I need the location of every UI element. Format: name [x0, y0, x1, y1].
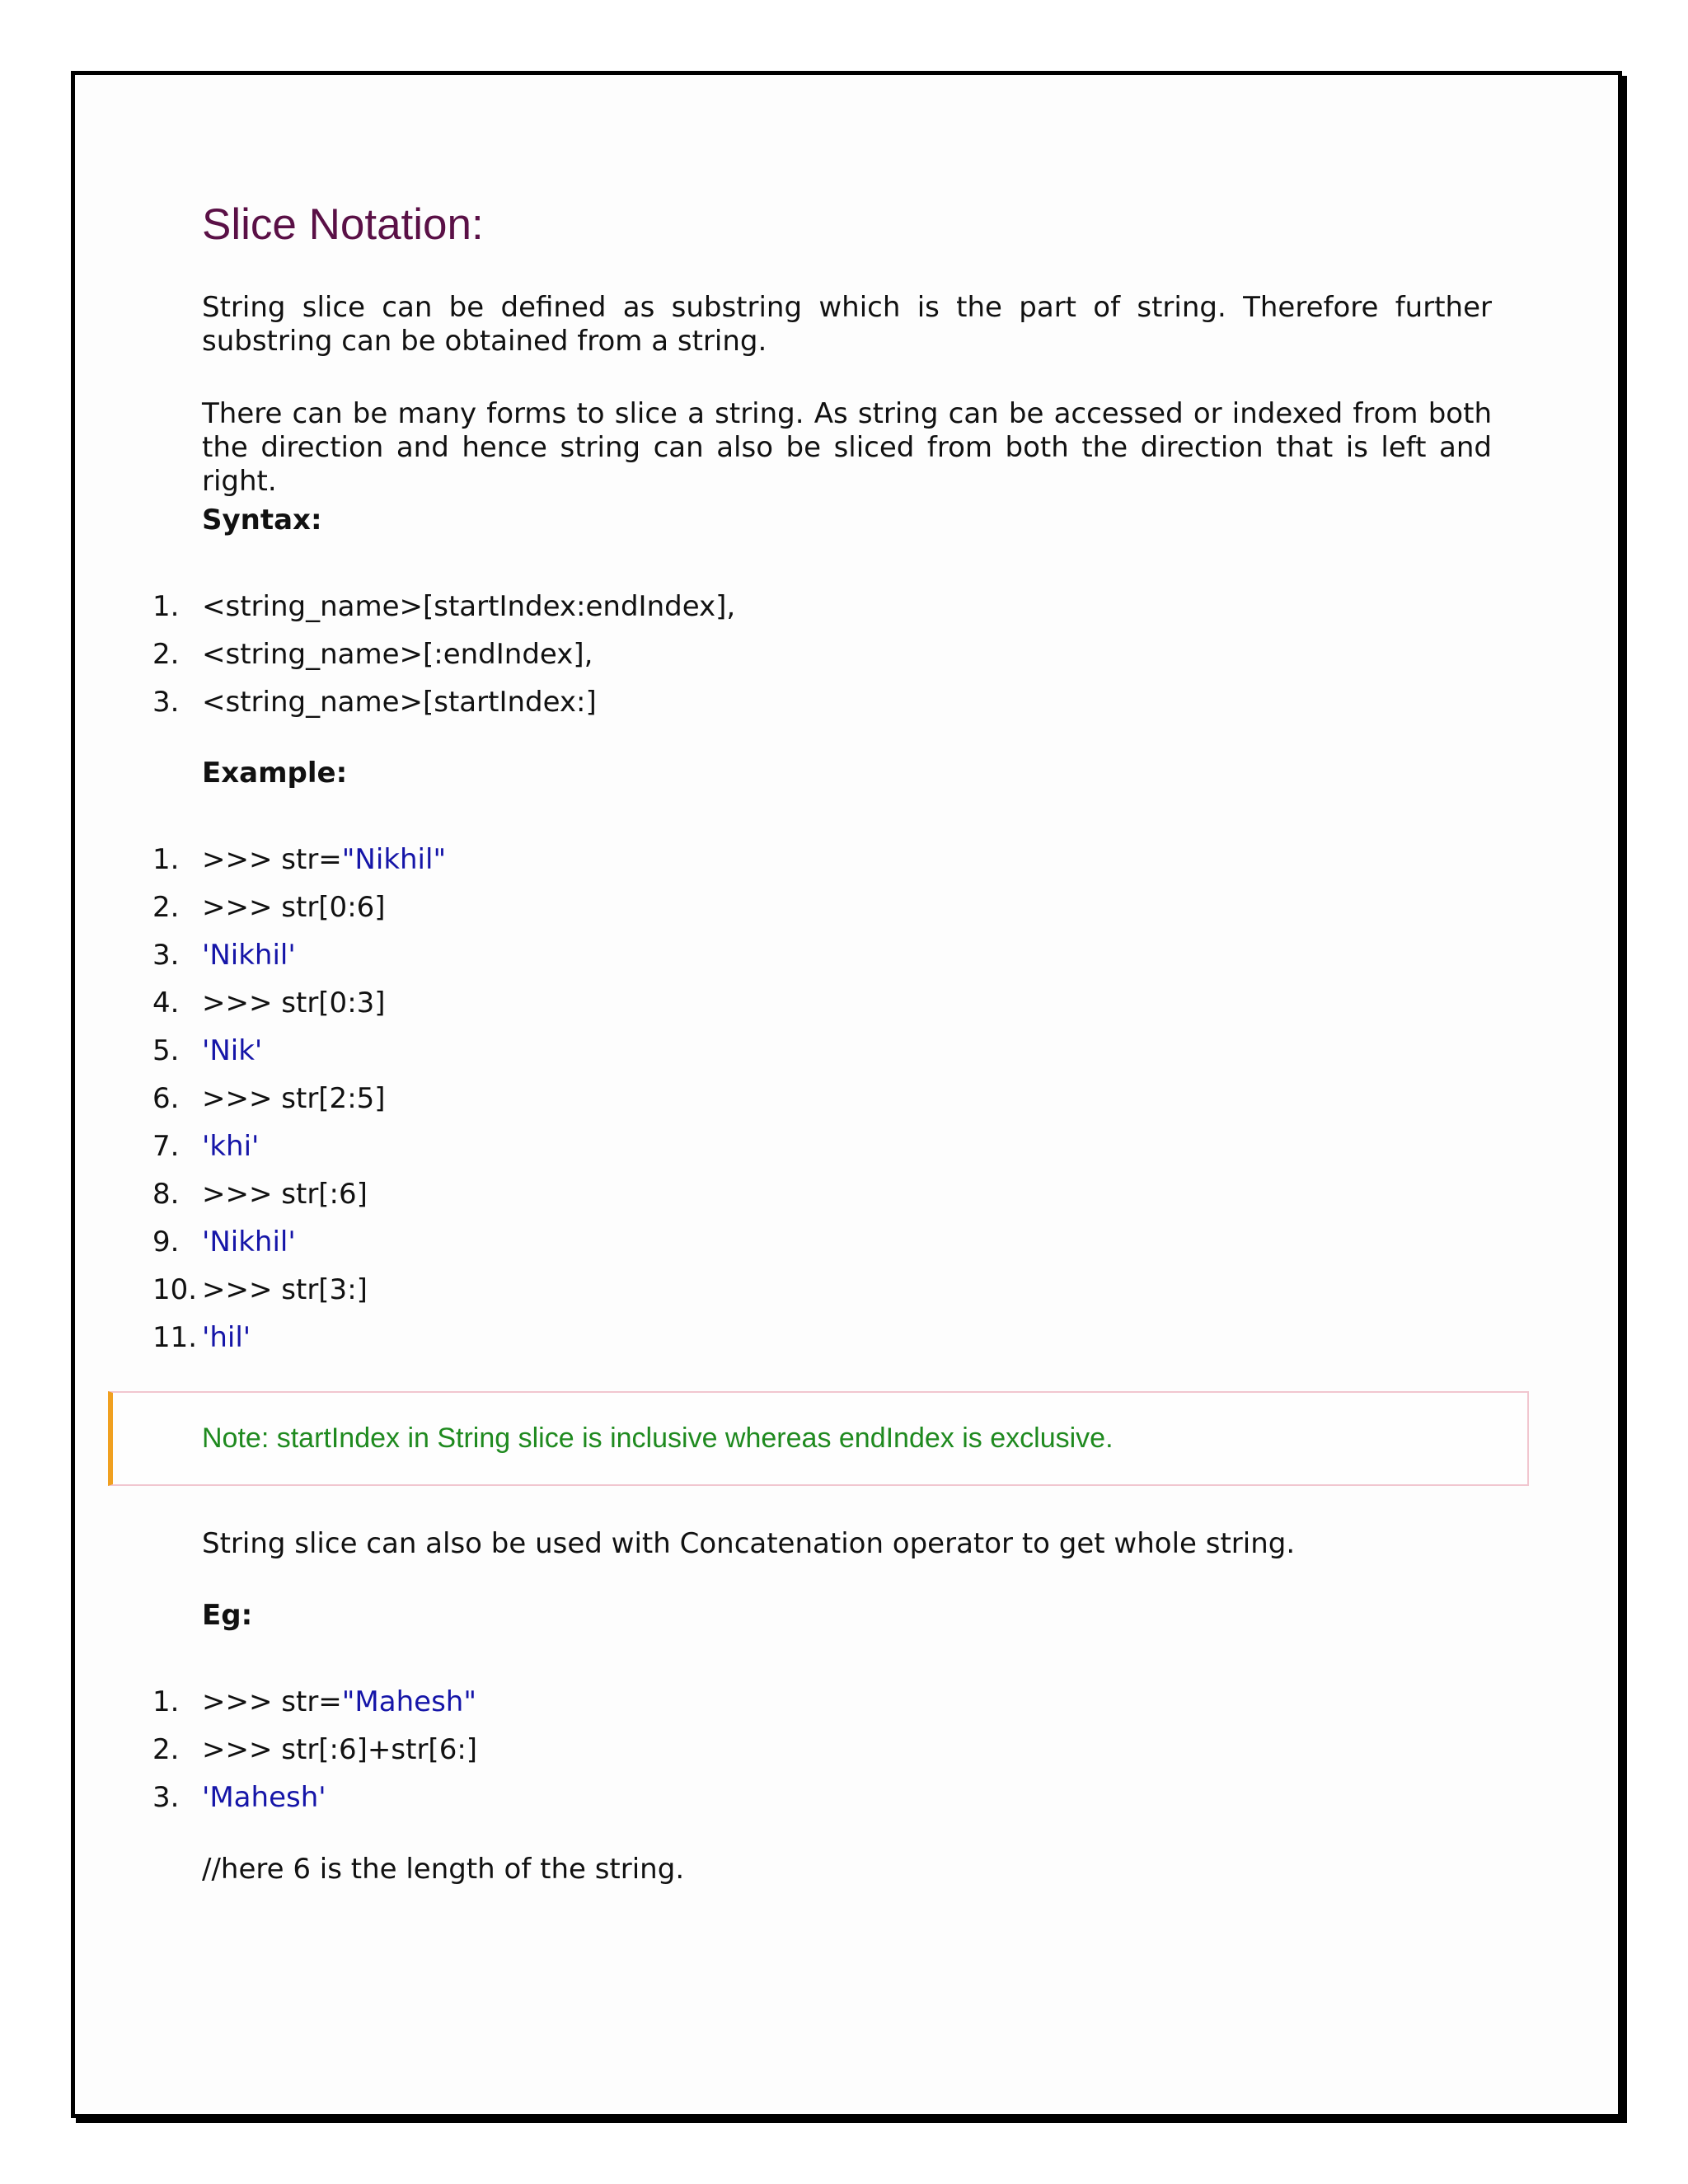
line-number: 1. — [152, 843, 180, 876]
code-line — [202, 1726, 477, 1774]
code-text: >>> str= — [202, 1685, 342, 1718]
line-number: 2. — [152, 1733, 180, 1766]
code-line: <string_name>[:endIndex], — [202, 638, 593, 671]
line-number: 5. — [152, 1034, 180, 1067]
line-number: 7. — [152, 1130, 180, 1163]
code-line — [202, 1266, 368, 1314]
code-text: >>> str[2:5] — [202, 1082, 386, 1115]
code-text: >>> str= — [202, 843, 342, 876]
code-line — [202, 1122, 259, 1170]
code-line — [202, 1027, 262, 1075]
note-callout — [108, 1391, 1529, 1486]
line-number: 11. — [152, 1321, 198, 1354]
string-literal: 'Nikhil' — [202, 1226, 296, 1258]
line-number: 1. — [152, 1685, 180, 1718]
code-line — [202, 1774, 326, 1821]
line-number: 1. — [152, 590, 180, 623]
line-number: 6. — [152, 1082, 180, 1115]
string-literal: 'khi' — [202, 1130, 260, 1163]
code-line — [202, 979, 386, 1027]
code-text: >>> str[:6]+str[6:] — [202, 1733, 478, 1766]
line-number: 2. — [152, 638, 180, 671]
page-title: Slice Notation: — [202, 200, 484, 249]
code-text: >>> str[0:3] — [202, 987, 386, 1019]
code-line — [202, 1218, 296, 1266]
code-line: <string_name>[startIndex:] — [202, 686, 597, 719]
line-number: 3. — [152, 1781, 180, 1814]
code-text: >>> str[:6] — [202, 1178, 368, 1211]
code-line — [202, 1170, 368, 1218]
code-line — [202, 931, 296, 979]
line-number: 3. — [152, 939, 180, 972]
code-line: <string_name>[startIndex:endIndex], — [202, 590, 736, 623]
line-number: 3. — [152, 686, 180, 719]
string-literal: 'Nikhil' — [202, 939, 296, 972]
code-line — [202, 883, 386, 931]
code-text: >>> str[3:] — [202, 1273, 368, 1306]
page-content — [75, 75, 1618, 2114]
example-label: Example: — [202, 757, 348, 790]
code-line — [202, 836, 446, 883]
line-number: 4. — [152, 987, 180, 1019]
concat-paragraph: String slice can also be used with Concatenation operator to get whole string. — [202, 1527, 1296, 1560]
string-literal: 'Mahesh' — [202, 1781, 326, 1814]
code-line — [202, 1075, 386, 1122]
code-line — [202, 1314, 251, 1361]
code-line — [202, 1678, 476, 1726]
string-literal: "Mahesh" — [341, 1685, 476, 1718]
syntax-label: Syntax: — [202, 504, 322, 537]
line-number: 8. — [152, 1178, 180, 1211]
line-number: 2. — [152, 891, 180, 924]
string-literal: 'Nik' — [202, 1034, 263, 1067]
code-text: >>> str[0:6] — [202, 891, 386, 924]
document-page — [71, 71, 1622, 2118]
forms-paragraph: There can be many forms to slice a string. As string can be accessed or indexed from both the direction and hence string can also be sliced from both the direction that is left and right. — [202, 397, 1492, 498]
intro-paragraph: String slice can be defined as substring which is the part of string. Therefore further substring can be obtained from a string. — [202, 291, 1492, 358]
eg-label: Eg: — [202, 1599, 253, 1632]
string-literal: "Nikhil" — [341, 843, 447, 876]
string-literal: 'hil' — [202, 1321, 251, 1354]
comment-paragraph: //here 6 is the length of the string. — [202, 1853, 685, 1886]
line-number: 9. — [152, 1226, 180, 1258]
note-text: Note: startIndex in String slice is inclusive whereas endIndex is exclusive. — [202, 1422, 1114, 1454]
line-number: 10. — [152, 1273, 198, 1306]
